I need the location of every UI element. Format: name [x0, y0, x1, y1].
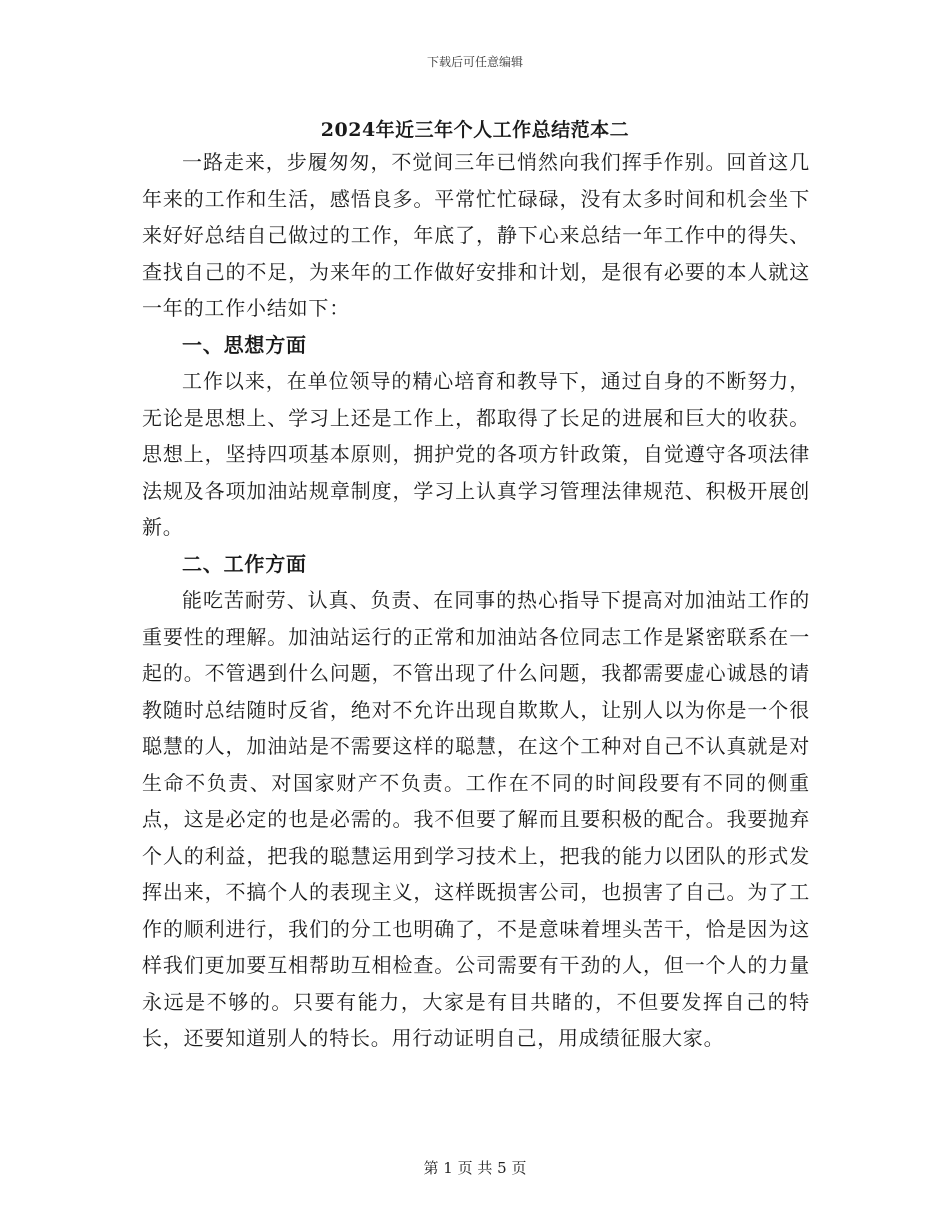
section-heading-work: 二、工作方面: [182, 551, 307, 576]
intro-paragraph: 一路走来，步履匆匆，不觉间三年已悄然向我们挥手作别。回首这几年来的工作和生活，感悟良多。平常忙忙碌碌，没有太多时间和机会坐下来好好总结自己做过的工作，年底了，静下心来总结一年工作中的得失、查找自己的不足，为来年的工作做好安排和计划，是很有必要的本人就这一年的工作小结如下：: [142, 150, 810, 320]
section-heading-thought: 一、思想方面: [182, 332, 307, 357]
document-body: [142, 144, 810, 1057]
document-title: 2024年近三年个人工作总结范本二: [320, 119, 630, 141]
thought-paragraph: 工作以来，在单位领导的精心培育和教导下，通过自身的不断努力，无论是思想上、学习上还是工作上，都取得了长足的进展和巨大的收获。思想上，坚持四项基本原则，拥护党的各项方针政策，自觉遵守各项法律法规及各项加油站规章制度，学习上认真学习管理法律规范、积极开展创新。: [142, 369, 810, 539]
page-footer: 第 1 页 共 5 页: [423, 1159, 527, 1177]
header-note: 下载后可任意编辑: [426, 55, 523, 69]
work-paragraph: 能吃苦耐劳、认真、负责、在同事的热心指导下提高对加油站工作的重要性的理解。加油站运行的正常和加油站各位同志工作是紧密联系在一起的。不管遇到什么问题，不管出现了什么问题，我都需要虚心诚恳的请教随时总结随时反省，绝对不允许出现自欺欺人，让别人以为你是一个很聪慧的人，加油站是不需要这样的聪慧，在这个工种对自己不认真就是对生命不负责、对国家财产不负责。工作在不同的时间段要有不同的侧重点，这是必定的也是必需的。我不但要了解而且要积极的配合。我要抛弃个人的利益，把我的聪慧运用到学习技术上，把我的能力以团队的形式发挥出来，不搞个人的表现主义，这样既损害公司，也损害了自己。为了工作的顺利进行，我们的分工也明确了，不是意味着埋头苦干，恰是因为这样我们更加要互相帮助互相检查。公司需要有干劲的人，但一个人的力量永远是不够的。只要有能力，大家是有目共睹的，不但要发挥自己的特长，还要知道别人的特长。用行动证明自己，用成绩征服大家。: [142, 588, 810, 1050]
